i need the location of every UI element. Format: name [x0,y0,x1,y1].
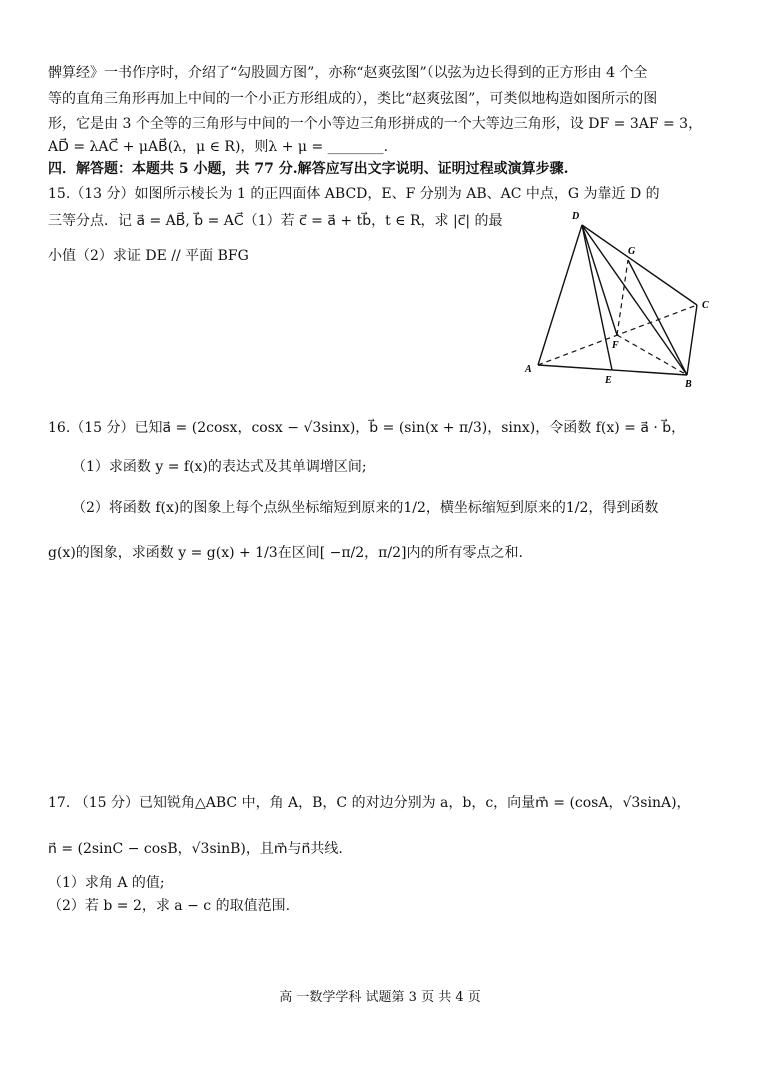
intro-line-4: AD⃗ = λAC⃗ + μAB⃗(λ，μ ∈ R)，则λ + μ = ________. [48,139,389,155]
q16-line-3: （2）将函数 f(x)的图象上每个点纵坐标缩短到原来的1/2，横坐标缩短到原来的1/2，得到函数 [72,500,659,516]
q16-line-1: 16.（15 分）已知a⃗ = (2cosx，cosx − √3sinx)，b⃗ = (sin(x + π/3)，sinx)，令函数 f(x) = a⃗ · b⃗， [48,420,686,436]
edge-DF-solid [582,225,617,335]
intro-line-2: 等的直角三角形再加上中间的一个小正方形组成的），类比“赵爽弦图”，可类似地构造如图所示的图 [48,91,658,107]
page-footer: 高 一数学学科 试题第 3 页 共 4 页 [279,990,481,1005]
edge-DC [582,225,697,305]
q17-line-2: n⃗ = (2sinC − cosB，√3sinB)，且m⃗与n⃗共线. [48,841,343,857]
label-G: G [628,246,636,257]
label-B: B [685,379,692,390]
label-E: E [605,375,612,386]
edge-AB [538,365,687,375]
edge-BC [687,305,697,375]
q16-line-2: （1）求函数 y = f(x)的表达式及其单调增区间; [72,459,367,475]
section-heading: 四．解答题：本题共 5 小题，共 77 分.解答应写出文字说明、证明过程或演算步骤. [48,161,569,177]
intro-line-3: 形，它是由 3 个全等的三角形与中间的一个小等边三角形拼成的一个大等边三角形，设 DF = 3AF = 3， [48,116,703,132]
label-F: F [612,340,619,351]
q17-line-1: 17. （15 分）已知锐角△ABC 中，角 A，B，C 的对边分别为 a，b，c，向量m⃗ = (cosA，√3sinA)， [48,795,691,811]
tetrahedron-figure [520,205,720,395]
q16-line-4: g(x)的图象，求函数 y = g(x) + 1/3在区间[ −π/2，π/2]内的所有零点之和. [48,545,523,561]
label-D: D [572,211,580,222]
q17-line-4: （2）若 b = 2，求 a − c 的取值范围. [48,898,291,914]
intro-line-1: 髀算经》一书作序时，介绍了“勾股圆方图”，亦称“赵爽弦图”（以弦为边长得到的正方形由 4 个全 [48,65,648,81]
q15-line-2: 三等分点．记 a⃗ = AB⃗, b⃗ = AC⃗（1）若 c⃗ = a⃗ + tb⃗，t ∈ R，求 |c⃗| 的最 [48,213,503,229]
q17-line-3: （1）求角 A 的值; [48,875,165,891]
label-A: A [525,364,532,375]
q15-line-1: 15.（13 分）如图所示棱长为 1 的正四面体 ABCD，E、F 分别为 AB、AC 中点，G 为靠近 D 的 [48,186,660,202]
label-C: C [702,300,709,311]
q15-line-3: 小值（2）求证 DE // 平面 BFG [48,248,249,264]
edge-DA [538,225,582,365]
edge-FG [617,260,628,335]
